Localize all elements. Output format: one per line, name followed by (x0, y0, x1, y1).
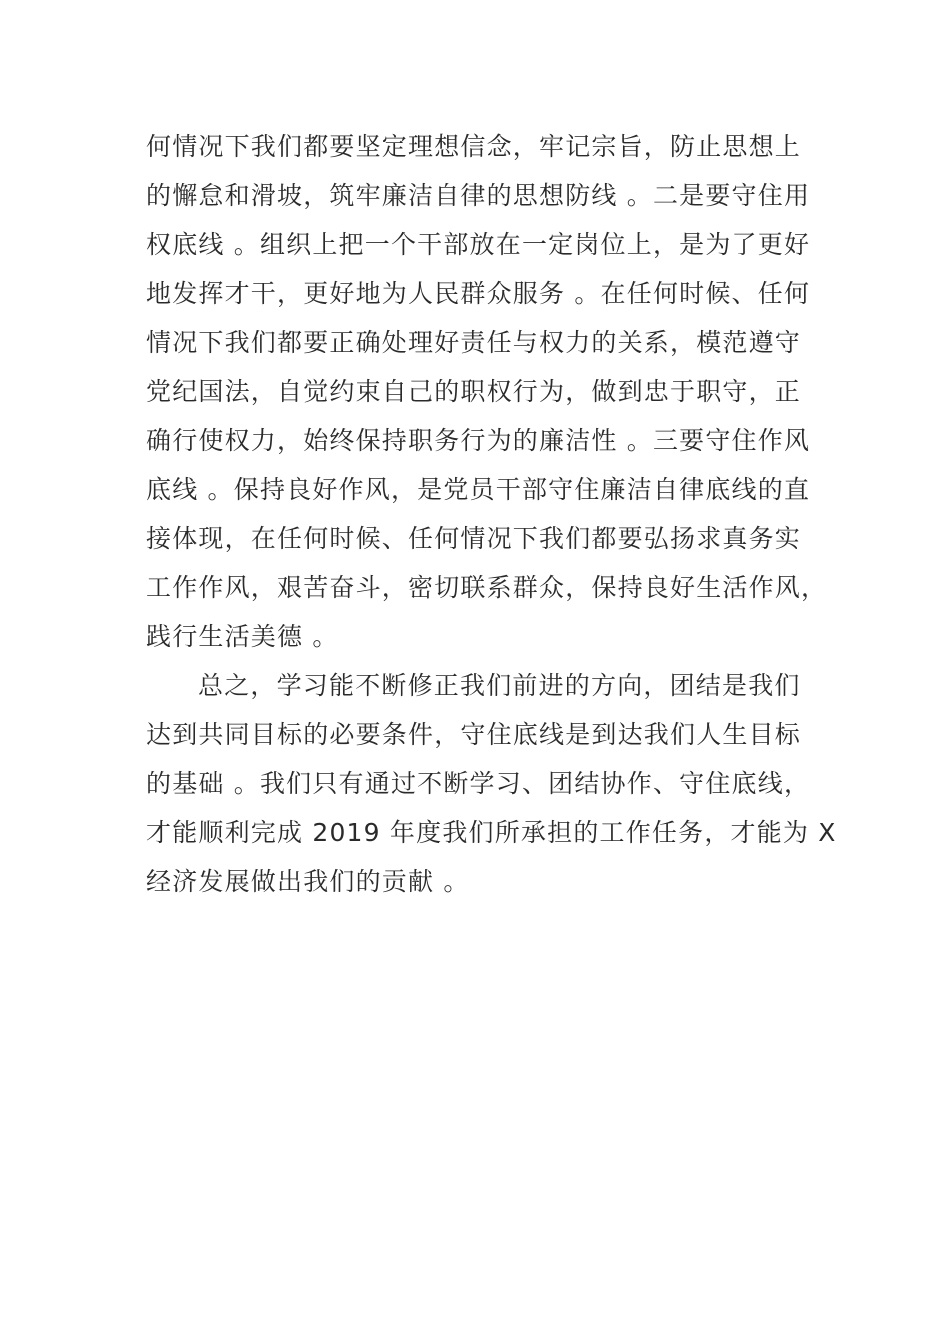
paragraph-2 (146, 661, 837, 906)
text-line: 接体现，在任何时候、任何情况下我们都要弘扬求真务实 (146, 524, 802, 553)
text-line: 才能顺利完成 2019 年度我们所承担的工作任务，才能为 X (146, 818, 837, 847)
text-line: 地发挥才干，更好地为人民群众服务 。在任何时候、任何 (146, 279, 811, 308)
text-line: 的基础 。我们只有通过不断学习、团结协作、守住底线， (146, 769, 811, 798)
text-line: 的懈怠和滑坡，筑牢廉洁自律的思想防线 。二是要守住用 (146, 181, 811, 210)
text-line: 工作作风，艰苦奋斗，密切联系群众，保持良好生活作风， (146, 573, 828, 602)
text-line: 权底线 。组织上把一个干部放在一定岗位上，是为了更好 (146, 230, 811, 259)
text-line: 达到共同目标的必要条件，守住底线是到达我们人生目标 (146, 720, 802, 749)
paragraph-1 (146, 122, 828, 661)
text-line: 党纪国法，自觉约束自己的职权行为，做到忠于职守，正 (146, 377, 802, 406)
text-line: 何情况下我们都要坚定理想信念，牢记宗旨，防止思想上 (146, 132, 802, 161)
text-line: 底线 。保持良好作风，是党员干部守住廉洁自律底线的直 (146, 475, 811, 504)
text-line: 总之，学习能不断修正我们前进的方向，团结是我们 (198, 671, 801, 700)
document-body (146, 122, 837, 906)
text-line: 情况下我们都要正确处理好责任与权力的关系，模范遵守 (146, 328, 802, 357)
text-line: 确行使权力，始终保持职务行为的廉洁性 。三要守住作风 (146, 426, 811, 455)
text-line: 经济发展做出我们的贡献 。 (146, 867, 470, 896)
text-line: 践行生活美德 。 (146, 622, 339, 651)
